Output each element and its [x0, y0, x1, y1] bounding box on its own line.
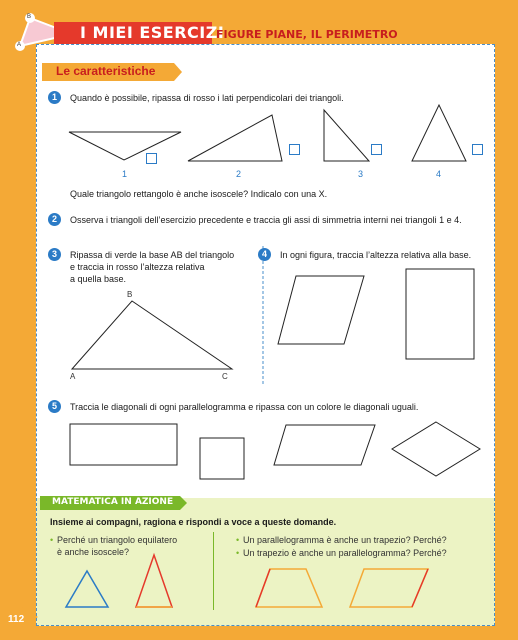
- triangle-4-label: 4: [436, 169, 442, 179]
- page-subtitle: FIGURE PIANE, IL PERIMETRO: [216, 28, 398, 41]
- triangle-3-checkbox[interactable]: [371, 144, 382, 155]
- matematica-divider: [213, 532, 214, 610]
- exercise-5-number: 5: [48, 400, 61, 413]
- rectangle-ex4: [405, 268, 477, 360]
- parallelogram-drawing: [348, 567, 430, 609]
- exercise-2-number: 2: [48, 213, 61, 226]
- bullet-3-mark: •: [236, 548, 240, 558]
- triangle-1-label: 1: [122, 169, 128, 179]
- exercise-3-line-2: e traccia in rosso l’altezza relativa: [70, 262, 205, 272]
- triangle-4-checkbox[interactable]: [472, 144, 483, 155]
- logo-vertex-b: B: [27, 14, 32, 20]
- equilateral-triangle-drawing: [64, 569, 110, 609]
- triangle-3: [322, 108, 372, 163]
- rectangle-ex5: [69, 423, 179, 467]
- exercise-3-line-3: a quella base.: [70, 274, 127, 284]
- isosceles-triangle-drawing: [134, 553, 174, 609]
- triangle-1-checkbox[interactable]: [146, 153, 157, 164]
- exercise-divider: [262, 246, 264, 386]
- exercise-1-number: 1: [48, 91, 61, 104]
- parallelogram-ex5: [272, 423, 377, 467]
- triangle-abc: [70, 297, 240, 377]
- exercise-3-number: 3: [48, 248, 61, 261]
- question-2: Un parallelogramma è anche un trapezio? Perché?: [243, 535, 447, 545]
- rhombus-ex5: [390, 420, 482, 478]
- triangle-4: [410, 103, 470, 163]
- section-tag: [42, 63, 174, 81]
- matematica-tag: [40, 496, 180, 510]
- square-ex5: [199, 437, 247, 481]
- exercise-2-text: Osserva i triangoli dell’esercizio precedente e traccia gli assi di simmetria interni nei triangoli 1 e 4.: [70, 215, 462, 225]
- triangle-2-checkbox[interactable]: [289, 144, 300, 155]
- matematica-tag-label: MATEMATICA IN AZIONE: [52, 497, 174, 507]
- page-title: I MIEI ESERCIZI: [80, 23, 225, 42]
- exercise-1-text: Quando è possibile, ripassa di rosso i lati perpendicolari dei triangoli.: [70, 93, 344, 103]
- triangle-2: [186, 113, 286, 163]
- exercise-1-question: Quale triangolo rettangolo è anche isoscele? Indicalo con una X.: [70, 189, 328, 199]
- question-1-line-1: Perché un triangolo equilatero: [57, 535, 178, 545]
- vertex-a-label: A: [70, 372, 76, 381]
- exercise-3-line-1: Ripassa di verde la base AB del triangolo: [70, 250, 235, 260]
- exercise-4-text: In ogni figura, traccia l’altezza relativa alla base.: [280, 250, 472, 260]
- trapezoid-drawing: [254, 567, 324, 609]
- exercise-5-text: Traccia le diagonali di ogni parallelogramma e ripassa con un colore le diagonali uguali.: [70, 402, 419, 412]
- question-3: Un trapezio è anche un parallelogramma? Perché?: [243, 548, 447, 558]
- triangle-3-label: 3: [358, 169, 364, 179]
- parallelogram-ex4: [276, 274, 366, 346]
- page-number: 112: [8, 614, 25, 625]
- vertex-c-label: C: [222, 372, 228, 381]
- bullet-2-mark: •: [236, 535, 240, 545]
- vertex-b-label: B: [127, 290, 133, 299]
- section-title: Le caratteristiche: [56, 64, 156, 78]
- triangle-1: [66, 128, 196, 168]
- exercise-4-number: 4: [258, 248, 271, 261]
- bullet-1-mark: •: [50, 535, 54, 545]
- question-1-line-2: è anche isoscele?: [57, 547, 130, 557]
- triangle-2-label: 2: [236, 169, 242, 179]
- logo-vertex-a: A: [17, 42, 22, 48]
- matematica-intro: Insieme ai compagni, ragiona e rispondi a voce a queste domande.: [50, 517, 337, 527]
